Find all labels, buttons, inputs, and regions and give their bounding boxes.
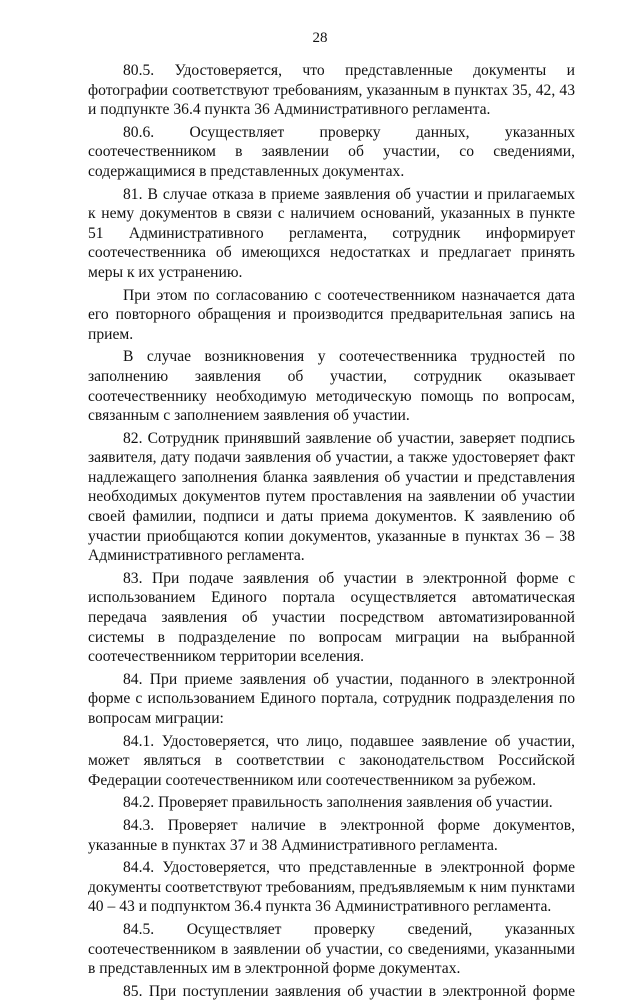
paragraph-84-1: 84.1. Удостоверяется, что лицо, подавшее заявление об участии, может являться в соответствии с законодательством Российской Федерации соотечественником или соотечественником за рубежом. xyxy=(88,732,575,789)
paragraph-81: 81. В случае отказа в приеме заявления об участии и прилагаемых к нему документов в связи с наличием оснований, указанных в пункте 51 Административного регламента, сотрудник информирует соотечественника об имеющихся недостатках и предлагает принять меры к их устранению. xyxy=(88,185,575,281)
page-number: 28 xyxy=(312,30,328,46)
document-body xyxy=(88,61,575,1001)
paragraph-84: 84. При приеме заявления об участии, поданного в электронной форме с использованием Единого портала, сотрудник подразделения по вопросам миграции: xyxy=(88,670,575,727)
paragraph-82: 82. Сотрудник принявший заявление об участии, заверяет подпись заявителя, дату подачи заявления об участии, а также удостоверяет факт надлежащего заполнения бланка заявления об участии и представления необходимых документов путем проставления на заявлении об участии своей фамилии, подписи и даты приема документов. К заявлению об участии приобщаются копии документов, указанные в пунктах 36 – 38 Административного регламента. xyxy=(88,429,575,565)
paragraph-80-6: 80.6. Осуществляет проверку данных, указанных соотечественником в заявлении об участии, со сведениями, содержащимися в представленных документах. xyxy=(88,123,575,180)
paragraph-84-4: 84.4. Удостоверяется, что представленные в электронной форме документы соответствуют требованиям, предъявляемым к ним пунктами 40 – 43 и подпунктом 36.4 пункта 36 Административного регламента. xyxy=(88,859,575,916)
paragraph-81-appointment: При этом по согласованию с соотечественником назначается дата его повторного обращения и производится предварительная запись на прием. xyxy=(88,286,575,343)
paragraph-84-2: 84.2. Проверяет правильность заполнения заявления об участии. xyxy=(123,794,553,812)
paragraph-84-5: 84.5. Осуществляет проверку сведений, указанных соотечественником в заявлении об участии, со сведениями, указанными в представленных им в электронной форме документах. xyxy=(88,920,575,978)
paragraph-81-assistance: В случае возникновения у соотечественника трудностей по заполнению заявления об участии, сотрудник оказывает соотечественнику необходимую методическую помощь по вопросам, связанным с заполнением заявления об участии. xyxy=(88,348,575,425)
paragraph-85: 85. При поступлении заявления об участии в электронной форме xyxy=(123,982,575,1000)
paragraph-80-5: 80.5. Удостоверяется, что представленные документы и фотографии соответствуют требованиям, указанным в пунктах 35, 42, 43 и подпункте 36.4 пункта 36 Административного регламента. xyxy=(88,62,575,119)
paragraph-84-3: 84.3. Проверяет наличие в электронной форме документов, указанные в пунктах 37 и 38 Административного регламента. xyxy=(88,816,575,854)
paragraph-83: 83. При подаче заявления об участии в электронной форме с использованием Единого портала осуществляется автоматическая передача заявления об участии посредством автоматизированной системы в подразделение по вопросам миграции на выбранной соотечественником территории вселения. xyxy=(88,569,575,666)
